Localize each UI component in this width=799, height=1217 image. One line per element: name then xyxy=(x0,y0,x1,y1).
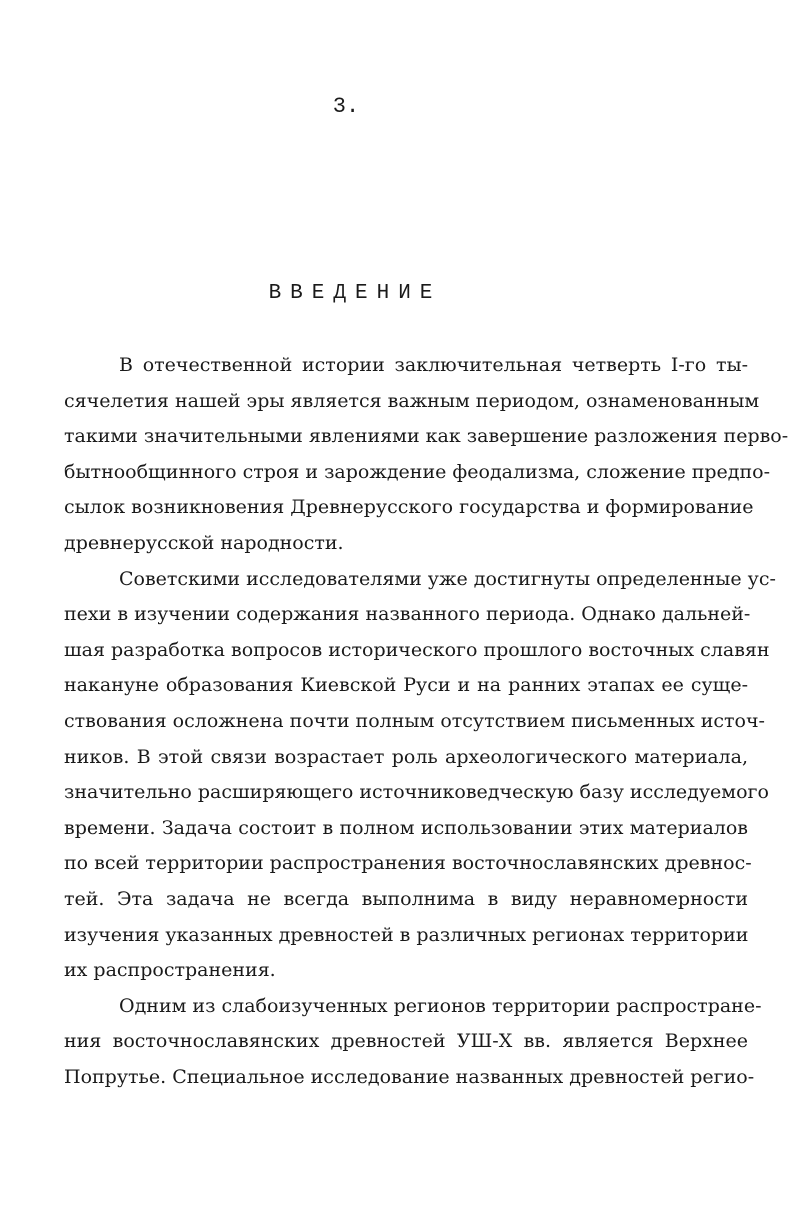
text-line: сылок возникновения Древнерусского государства и формирование xyxy=(64,496,754,519)
text-line: бытнообщинного строя и зарождение феодализма, сложение предпо- xyxy=(64,460,771,483)
text-line: такими значительными явлениями как завершение разложения перво- xyxy=(64,425,789,448)
text-line: значительно расширяющего источниковедческую базу исследуемого xyxy=(64,781,769,804)
text-line: древнерусской народности. xyxy=(64,531,344,554)
text-line: времени. Задача состоит в полном использовании этих материалов xyxy=(64,816,748,839)
text-line: ствования осложнена почти полным отсутствием письменных источ- xyxy=(64,709,765,732)
text-line: В отечественной истории заключительная четверть I-го ты- xyxy=(119,354,748,376)
page-number: 3. xyxy=(332,94,360,119)
text-line: тей. Эта задача не всегда выполнима в виду неравномерности xyxy=(64,887,748,910)
text-line: пехи в изучении содержания названного периода. Однако дальней- xyxy=(64,603,751,626)
text-line: шая разработка вопросов исторического прошлого восточных славян xyxy=(64,638,770,661)
text-line: их распространения. xyxy=(64,959,276,982)
text-line: накануне образования Киевской Руси и на ранних этапах ее суще- xyxy=(64,674,748,697)
body-text xyxy=(64,348,789,1095)
text-line: Советскими исследователями уже достигнуты определенные ус- xyxy=(119,567,776,590)
text-line: сячелетия нашей эры является важным периодом, ознаменованным xyxy=(64,389,760,412)
text-line: Попрутье. Специальное исследование названных древностей регио- xyxy=(64,1065,755,1088)
section-heading: ВВЕДЕНИЕ xyxy=(268,282,442,305)
text-line: ников. В этой связи возрастает роль археологического материала, xyxy=(64,745,748,768)
text-line: ния восточнославянских древностей УШ-Х вв. является Верхнее xyxy=(64,1030,748,1053)
text-line: изучения указанных древностей в различных регионах территории xyxy=(64,923,749,946)
text-line: по всей территории распространения восточнославянских древнос- xyxy=(64,852,752,875)
text-line: Одним из слабоизученных регионов территории распростране- xyxy=(119,994,762,1017)
